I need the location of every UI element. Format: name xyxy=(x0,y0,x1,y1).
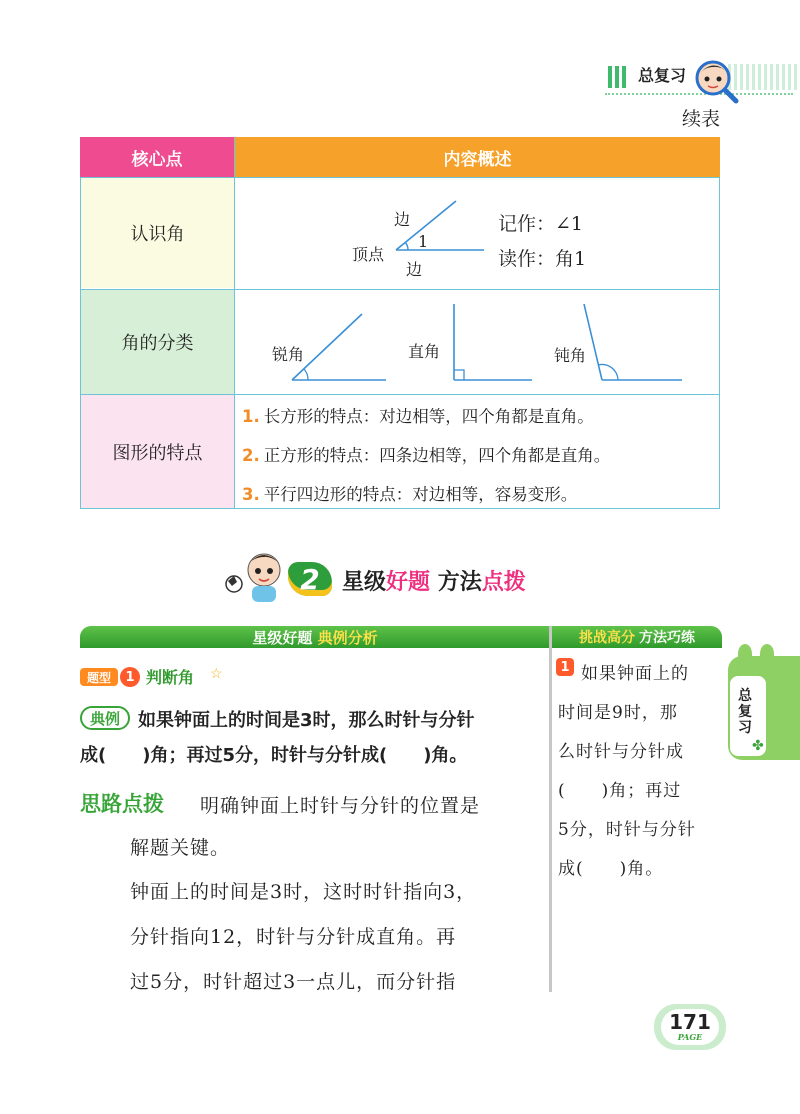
row-label-angle-types: 角的分类 xyxy=(81,290,234,394)
header-accent-bars xyxy=(608,66,629,92)
table-header-content: 内容概述 xyxy=(235,137,720,177)
section-title-part: 星级 xyxy=(342,570,387,595)
page-number-inner xyxy=(661,1009,719,1045)
star-icon: ☆ xyxy=(210,666,223,682)
page-label: PAGE xyxy=(677,1032,703,1042)
page-number-badge xyxy=(654,1004,726,1050)
header-subtitle: 续表 xyxy=(682,108,721,130)
feature-item-rectangle xyxy=(242,403,594,427)
table-rule xyxy=(81,289,719,290)
exercise-line-1: 如果钟面上的 xyxy=(581,664,689,684)
problem-type-name: 判断角 xyxy=(146,668,195,687)
bar-title-highlight: 典例分析 xyxy=(317,628,378,647)
angle-number-label: 1 xyxy=(418,232,429,251)
row-label-shape-features: 图形的特点 xyxy=(81,395,234,508)
hint-line-1: 明确钟面上时针与分针的位置是 xyxy=(200,795,481,817)
exercise-line-4: ( )角；再过 xyxy=(558,781,682,801)
problem-type-number: 1 xyxy=(120,667,140,687)
hint-line-2: 解题关键。 xyxy=(130,837,231,859)
bar-title: 方法巧练 xyxy=(639,630,695,646)
angle-reading: 读作：角1 xyxy=(498,248,587,270)
acute-angle-label: 锐角 xyxy=(272,345,305,364)
feature-text: 正方形的特点：四条边相等，四个角都是直角。 xyxy=(263,446,611,465)
practice-bar xyxy=(552,626,722,648)
right-angle-label: 直角 xyxy=(408,342,441,361)
bar-title: 星级好题 xyxy=(252,628,313,647)
angle-notation: 记作：∠1 xyxy=(498,213,584,235)
obtuse-angle-diagram xyxy=(580,300,684,384)
table-rule xyxy=(81,177,719,178)
hint-line-5: 过5分，时针超过3一点儿，而分针指 xyxy=(130,971,457,993)
section-number-badge: 2 xyxy=(288,562,332,596)
feature-item-square xyxy=(242,442,610,466)
hint-line-3: 钟面上的时间是3时，这时时针指向3， xyxy=(130,881,477,903)
header-title: 总复习 xyxy=(638,66,687,85)
side-tab-label: 总复习 xyxy=(738,688,752,736)
feature-number: 2. xyxy=(242,446,260,465)
feature-text: 长方形的特点：对边相等，四个角都是直角。 xyxy=(263,407,594,426)
section-title-part: 方法 xyxy=(437,570,482,595)
example-line-1: 如果钟面上的时间是3时，那么时针与分针 xyxy=(138,710,475,731)
exercise-line-6: 成( )角。 xyxy=(558,859,664,879)
example-analysis-bar xyxy=(80,626,550,648)
feature-item-parallelogram xyxy=(242,481,577,505)
hint-line-4: 分针指向12，时针与分针成直角。再 xyxy=(130,926,457,948)
hint-label: 思路点拨 xyxy=(80,792,164,816)
angle-vertex-label: 顶点 xyxy=(352,245,385,264)
example-tag: 典例 xyxy=(80,706,130,730)
section-title-highlight: 点拨 xyxy=(481,570,526,595)
section-title xyxy=(342,565,526,596)
exercise-line-2: 时间是9时，那 xyxy=(558,703,678,723)
bar-title-highlight: 挑战高分 xyxy=(579,630,635,646)
column-divider xyxy=(549,626,552,992)
table-column-rule xyxy=(234,137,235,509)
table-header-keypoint: 核心点 xyxy=(80,137,234,177)
example-line-2: 成( )角；再过5分，时针与分针成( )角。 xyxy=(80,745,468,766)
obtuse-angle-label: 钝角 xyxy=(554,346,587,365)
baby-mascot-icon xyxy=(224,548,288,604)
magnifier-mascot-icon xyxy=(693,58,739,104)
feature-number: 3. xyxy=(242,485,260,504)
angle-diagram xyxy=(390,195,490,265)
feature-number: 1. xyxy=(242,407,260,426)
right-angle-diagram xyxy=(450,300,534,384)
exercise-line-5: 5分，时针与分针 xyxy=(558,820,696,840)
angle-side-bottom-label: 边 xyxy=(406,260,423,279)
feature-text: 平行四边形的特点：对边相等，容易变形。 xyxy=(263,485,578,504)
table-rule xyxy=(81,394,719,395)
row-label-angle: 认识角 xyxy=(81,178,234,288)
exercise-number: 1 xyxy=(556,658,574,676)
angle-side-top-label: 边 xyxy=(394,210,411,229)
exercise-line-3: 么时针与分针成 xyxy=(558,742,684,762)
page-number: 171 xyxy=(669,1010,711,1034)
section-title-highlight: 好题 xyxy=(386,570,431,595)
clover-icon: ✤ xyxy=(752,738,764,754)
problem-type-tag: 题型 xyxy=(80,668,118,686)
